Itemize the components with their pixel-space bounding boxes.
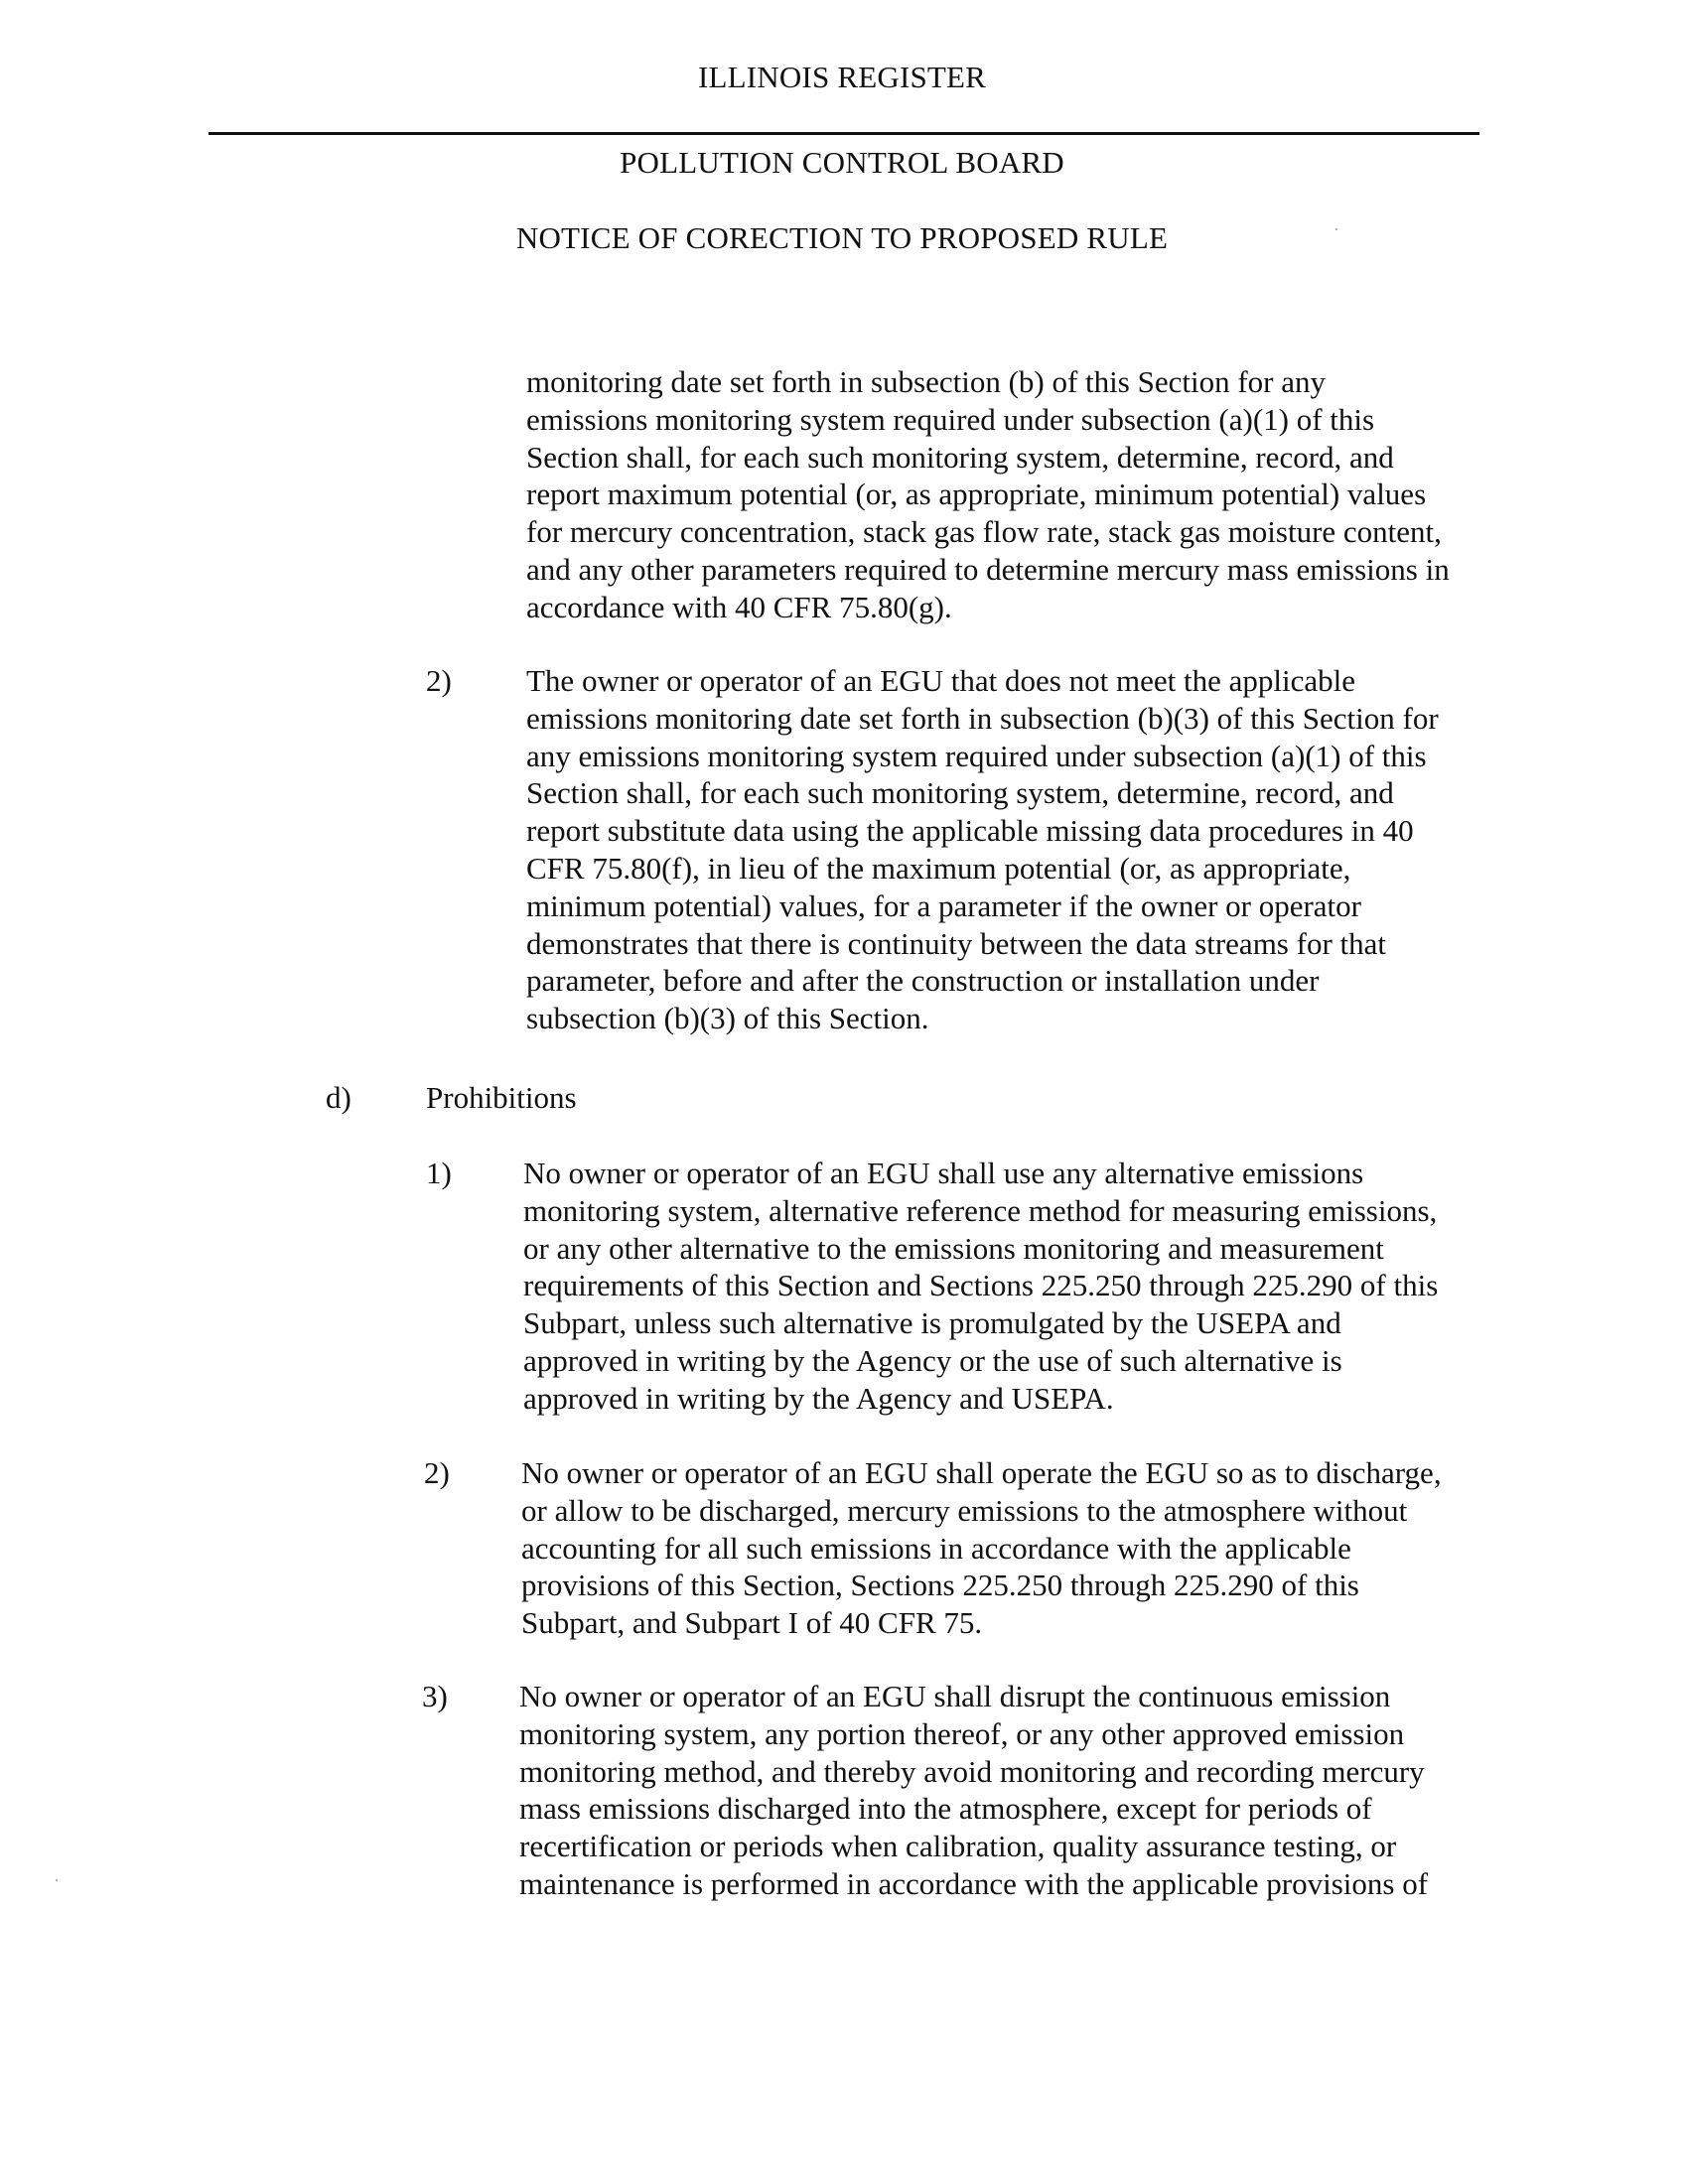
- paragraph-line: or any other alternative to the emissions monitoring and measurement: [523, 1230, 1384, 1266]
- paragraph-line: No owner or operator of an EGU shall operate the EGU so as to discharge,: [521, 1455, 1442, 1490]
- paragraph-line: No owner or operator of an EGU shall use any alternative emissions: [523, 1156, 1364, 1190]
- register-title: ILLINOIS REGISTER: [697, 60, 987, 94]
- paragraph-line: or allow to be discharged, mercury emissions to the atmosphere without: [521, 1492, 1408, 1528]
- paragraph-line: demonstrates that there is continuity between the data streams for that: [526, 925, 1387, 961]
- paragraph-line: parameter, before and after the construction or installation under: [526, 963, 1320, 999]
- paragraph-line: monitoring system, any portion thereof, or any other approved emission: [519, 1715, 1405, 1751]
- section-heading: Prohibitions: [426, 1080, 577, 1115]
- header-rule: [209, 132, 1479, 135]
- item-number: 2): [424, 1455, 450, 1490]
- board-title: POLLUTION CONTROL BOARD: [620, 145, 1064, 180]
- paragraph-line: CFR 75.80(f), in lieu of the maximum potential (or, as appropriate,: [526, 850, 1351, 886]
- item-d2-paragraph: [521, 1454, 1442, 1642]
- paragraph-line: maintenance is performed in accordance with the applicable provisions of: [519, 1865, 1429, 1901]
- paragraph-line: monitoring method, and thereby avoid monitoring and recording mercury: [519, 1753, 1425, 1789]
- paragraph-line: Subpart, unless such alternative is promulgated by the USEPA and: [523, 1305, 1341, 1341]
- scan-speck: [56, 1879, 58, 1881]
- paragraph-line: Subpart, and Subpart I of 40 CFR 75.: [521, 1605, 983, 1641]
- continuation-paragraph: [526, 363, 1450, 626]
- paragraph-line: report substitute data using the applicable missing data procedures in 40: [526, 813, 1414, 849]
- paragraph-line: minimum potential) values, for a parameter if the owner or operator: [526, 887, 1361, 923]
- paragraph-line: subsection (b)(3) of this Section.: [526, 1001, 929, 1036]
- paragraph-line: monitoring system, alternative reference method for measuring emissions,: [523, 1192, 1438, 1228]
- paragraph-line: recertification or periods when calibration, quality assurance testing, or: [519, 1829, 1397, 1864]
- item-d3-paragraph: [519, 1678, 1428, 1903]
- paragraph-line: provisions of this Section, Sections 225.250 through 225.290 of this: [521, 1568, 1359, 1603]
- paragraph-line: any emissions monitoring system required under subsection (a)(1) of this: [526, 738, 1427, 773]
- paragraph-line: emissions monitoring date set forth in subsection (b)(3) of this Section for: [526, 700, 1439, 736]
- paragraph-line: Section shall, for each such monitoring system, determine, record, and: [526, 775, 1394, 811]
- paragraph-line: report maximum potential (or, as appropriate, minimum potential) values: [526, 477, 1427, 512]
- paragraph-line: No owner or operator of an EGU shall disrupt the continuous emission: [519, 1679, 1391, 1713]
- paragraph-line: mass emissions discharged into the atmosphere, except for periods of: [519, 1791, 1372, 1827]
- item-number: 3): [422, 1679, 448, 1713]
- paragraph-line: The owner or operator of an EGU that does not meet the applicable: [526, 663, 1355, 698]
- scan-speck: [1335, 228, 1337, 230]
- paragraph-line: accounting for all such emissions in accordance with the applicable: [521, 1530, 1351, 1566]
- item-c2-paragraph: [526, 662, 1439, 1037]
- section-letter: d): [326, 1080, 351, 1115]
- paragraph-line: emissions monitoring system required under subsection (a)(1) of this: [526, 401, 1375, 437]
- paragraph-line: Section shall, for each such monitoring system, determine, record, and: [526, 439, 1394, 475]
- item-number: 1): [426, 1156, 452, 1190]
- paragraph-line: monitoring date set forth in subsection (b) of this Section for any: [526, 364, 1326, 399]
- notice-title: NOTICE OF CORECTION TO PROPOSED RULE: [515, 220, 1169, 255]
- item-number: 2): [426, 663, 452, 698]
- paragraph-line: approved in writing by the Agency and USEPA.: [523, 1380, 1114, 1416]
- paragraph-line: and any other parameters required to determine mercury mass emissions in: [526, 551, 1450, 587]
- paragraph-line: accordance with 40 CFR 75.80(g).: [526, 589, 952, 624]
- item-d1-paragraph: [523, 1155, 1438, 1418]
- paragraph-line: approved in writing by the Agency or the use of such alternative is: [523, 1342, 1342, 1378]
- paragraph-line: for mercury concentration, stack gas flow rate, stack gas moisture content,: [526, 514, 1442, 550]
- paragraph-line: requirements of this Section and Sections 225.250 through 225.290 of this: [523, 1268, 1439, 1303]
